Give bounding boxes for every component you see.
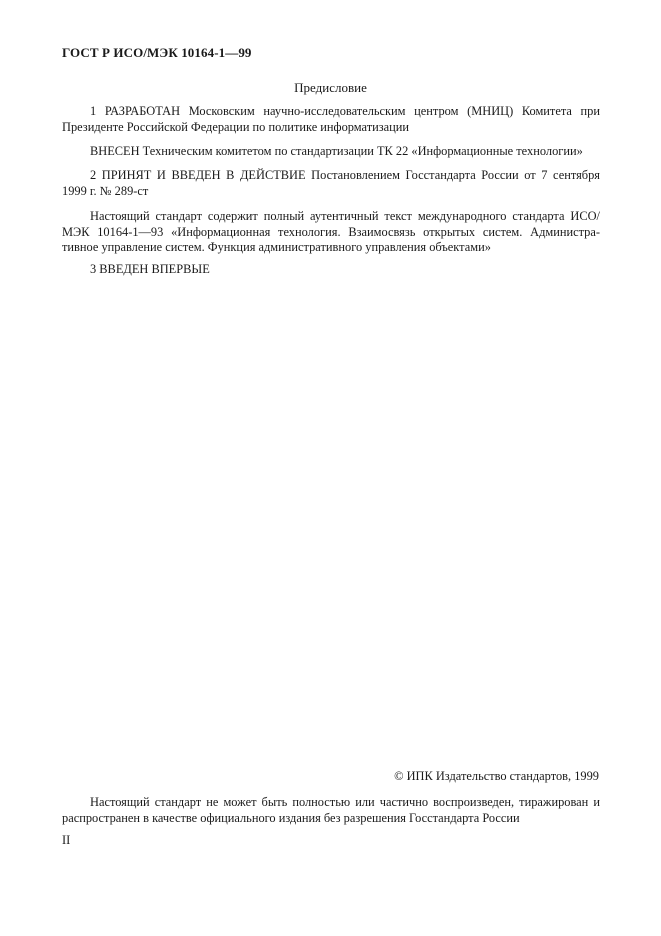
copyright-notice: © ИПК Издательство стандартов, 1999 — [394, 769, 599, 783]
preface-paragraph-authentic-text: Настоящий стандарт содержит полный аутентичный текст международного стандарта ИСО/МЭК 10164-1—93 «Информационная технология. Взаимосвязь открытых систем. Администра-тивное управление систем. Функция административного управления объектами» — [62, 209, 600, 254]
reproduction-notice: Настоящий стандарт не может быть полностью или частично воспроизведен, тиражирован и распространен в качестве официального издания без разрешения Госстандарта России — [62, 795, 600, 825]
preface-paragraph-first-introduced: 3 ВВЕДЕН ВПЕРВЫЕ — [90, 262, 210, 276]
preface-paragraph-developed: 1 РАЗРАБОТАН Московским научно-исследовательским центром (МНИЦ) Комитета при Президенте Российской Федерации по политике информатизации — [62, 104, 600, 134]
preface-paragraph-adopted: 2 ПРИНЯТ И ВВЕДЕН В ДЕЙСТВИЕ Постановлением Госстандарта России от 7 сентября 1999 г. № 289-ст — [62, 168, 600, 198]
page-number: II — [62, 833, 71, 847]
document-code-header: ГОСТ Р ИСО/МЭК 10164-1—99 — [62, 45, 252, 60]
preface-title: Предисловие — [294, 80, 367, 95]
preface-paragraph-introduced: ВНЕСЕН Техническим комитетом по стандартизации ТК 22 «Информационные технологии» — [90, 144, 583, 158]
